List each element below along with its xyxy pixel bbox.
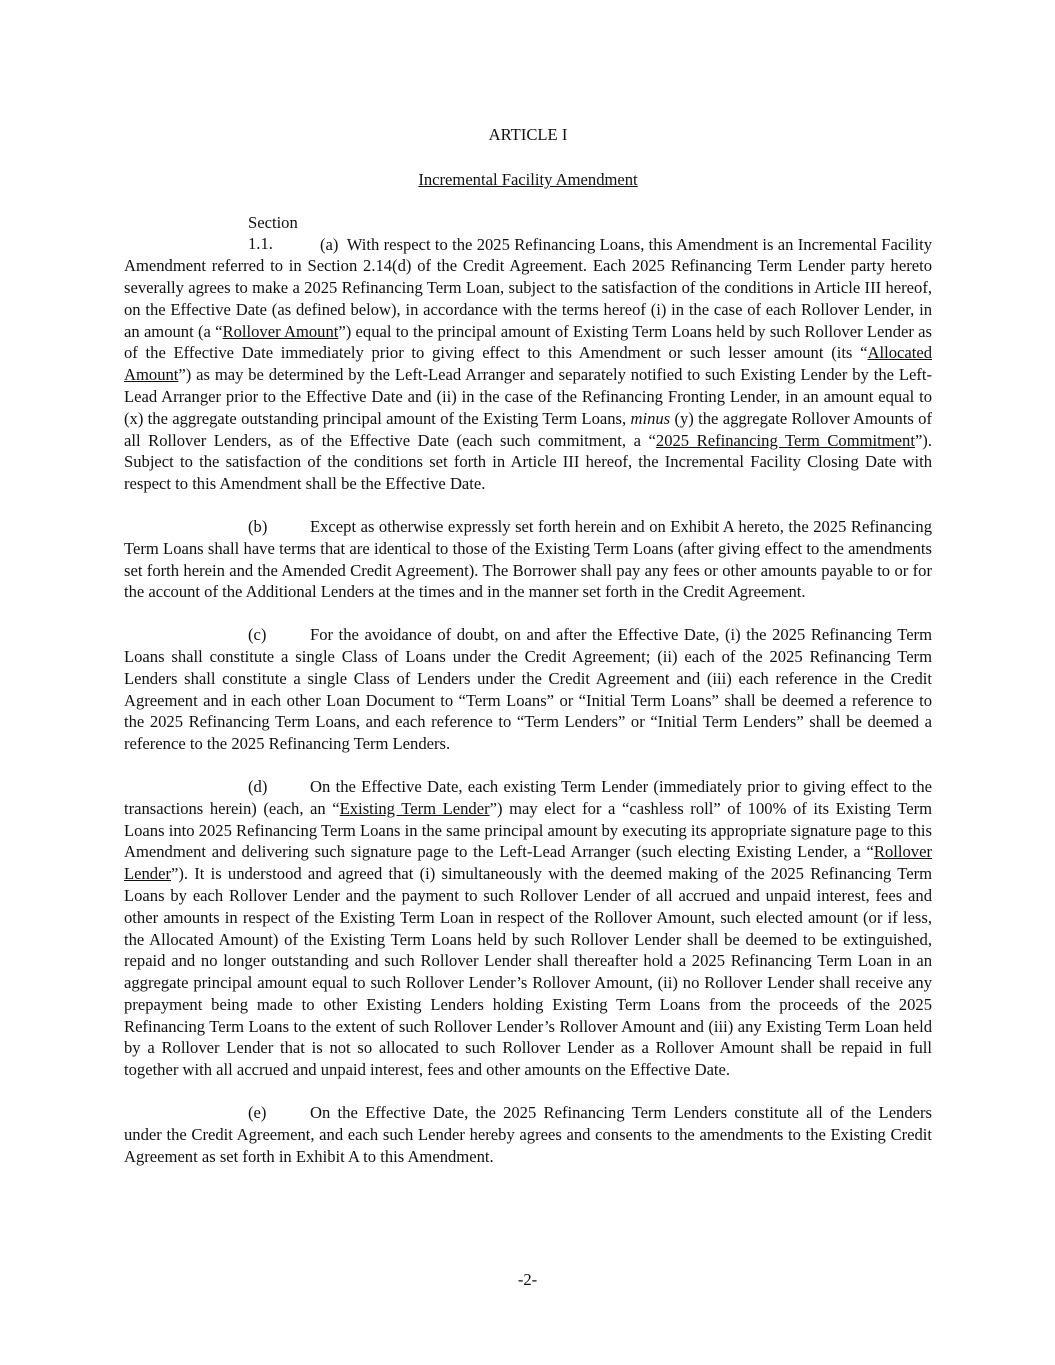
paragraph-a-text-1: With respect to the 2025 Refinancing Loans, this Amendment is an Incremental Facility Amendment referred to in Section 2.14(d) of the Credit Agreement. Each 2025 Refinancing Term Lender party hereto severally agrees to make a 2025 Refinancing Term Loan, subject to the satisfaction of the conditions in Article III hereof, on the Effective Date (as defined below), in accordance with the terms hereof (i) in the case of each Rollover Lender, in an amount (a “: [124, 234, 932, 341]
paragraph-c-text: For the avoidance of doubt, on and after the Effective Date, (i) the 2025 Refinancing Term Loans shall constitute a single Class of Loans under the Credit Agreement; (ii) each of the 2025 Refinancing Term Lenders shall constitute a single Class of Lenders under the Credit Agreement and (iii) each reference in the Credit Agreement and in each other Loan Document to “Term Loans” or “Initial Term Loans” shall be deemed a reference to the 2025 Refinancing Term Loans, and each reference to “Term Lenders” or “Initial Term Lenders” shall be deemed a reference to the 2025 Refinancing Term Lenders.: [124, 625, 932, 754]
paragraph-d-text-2: ”) may elect for a “cashless roll” of 100% of its Existing Term Loans into 2025 Refinancing Term Loans in the same principal amount by executing its appropriate signature page to this Amendment and delivering such signature page to the Left-Lead Arranger (such electing Existing Lender, a “: [124, 798, 932, 862]
paragraph-1-1-d: [124, 776, 932, 1081]
section-label: Section 1.1.: [248, 212, 298, 254]
paragraph-a-text-3: ”) as may be determined by the Left-Lead Arranger and separately notified to such Existing Lender by the Left-Lead Arranger prior to the Effective Date and (ii) in the case of the Refinancing Fronting Lender, in an amount equal to (x) the aggregate outstanding principal amount of the Existing Term Loans,: [124, 365, 932, 428]
article-heading: ARTICLE I: [488, 125, 568, 144]
page-number: -2-: [517, 1270, 538, 1289]
paragraph-a-text-2: ”) equal to the principal amount of Existing Term Loans held by such Rollover Lender as of the Effective Date immediately prior to giving effect to this Amendment or such lesser amount (its “: [124, 321, 932, 363]
defined-term-rollover-amount: Rollover Amount: [222, 321, 339, 341]
paragraph-1-1-b: [124, 516, 932, 603]
paragraph-d-label: (d): [248, 776, 268, 796]
paragraph-b-label: (b): [248, 516, 268, 536]
article-subheading: [124, 169, 932, 191]
italic-minus: minus: [630, 408, 671, 428]
defined-term-2025-refinancing-term-commitment: 2025 Refinancing Term Commitment: [655, 430, 915, 450]
paragraph-a-text-5: ”). Subject to the satisfaction of the conditions set forth in Article III hereof, the Incremental Facility Closing Date with respect to this Amendment shall be the Effective Date.: [124, 430, 932, 494]
paragraph-d-text-1: On the Effective Date, each existing Term Lender (immediately prior to giving effect to the transactions herein) (each, an “: [124, 776, 932, 818]
paragraph-1-1-a: [124, 212, 932, 495]
paragraph-b-text: Except as otherwise expressly set forth herein and on Exhibit A hereto, the 2025 Refinancing Term Loans shall have terms that are identical to those of the Existing Term Loans (after giving effect to the amendments set forth herein and the Amended Credit Agreement). The Borrower shall pay any fees or other amounts payable to or for the account of the Additional Lenders at the times and in the manner set forth in the Credit Agreement.: [124, 516, 932, 602]
paragraph-a-text-4: (y) the aggregate Rollover Amounts of all Rollover Lenders, as of the Effective Date (each such commitment, a “: [124, 408, 933, 450]
paragraph-1-1-e: [124, 1102, 932, 1167]
paragraph-e-label: (e): [248, 1103, 267, 1123]
paragraph-d-text-3: ”). It is understood and agreed that (i) simultaneously with the deemed making of the 2025 Refinancing Term Loans by each Rollover Lender and the payment to such Rollover Lender of all accrued and unpaid interest, fees and other amounts in respect of the Existing Term Loan in respect of the Rollover Amount, such elected amount (or if less, the Allocated Amount) of the Existing Term Loans held by such Rollover Lender shall be deemed to be extinguished, repaid and no longer outstanding and such Rollover Lender shall thereafter hold a 2025 Refinancing Term Loan in an aggregate principal amount equal to such Rollover Lender’s Rollover Amount, (ii) no Rollover Lender shall receive any prepayment being made to other Existing Lenders holding Existing Term Loans from the proceeds of the 2025 Refinancing Term Loans to the extent of such Rollover Lender’s Rollover Amount and (iii) any Existing Term Loan held by a Rollover Lender that is not so allocated to such Rollover Lender as a Rollover Amount shall be repaid in full together with all accrued and unpaid interest, fees and other amounts on the Effective Date.: [124, 864, 932, 1080]
paragraph-a-label: (a): [320, 234, 339, 254]
document-page: [124, 120, 932, 1167]
paragraph-e-text: On the Effective Date, the 2025 Refinancing Term Lenders constitute all of the Lenders under the Credit Agreement, and each such Lender hereby agrees and consents to the amendments to the Existing Credit Agreement as set forth in Exhibit A to this Amendment.: [124, 1103, 932, 1166]
defined-term-existing-term-lender: Existing Term Lender: [339, 798, 490, 818]
paragraph-c-label: (c): [248, 625, 267, 645]
paragraph-1-1-c: [124, 624, 932, 755]
defined-term-allocated-amount: Allocated Amount: [124, 343, 932, 385]
defined-term-rollover-lender: Rollover Lender: [124, 842, 932, 884]
article-subheading-text: Incremental Facility Amendment: [418, 169, 638, 189]
